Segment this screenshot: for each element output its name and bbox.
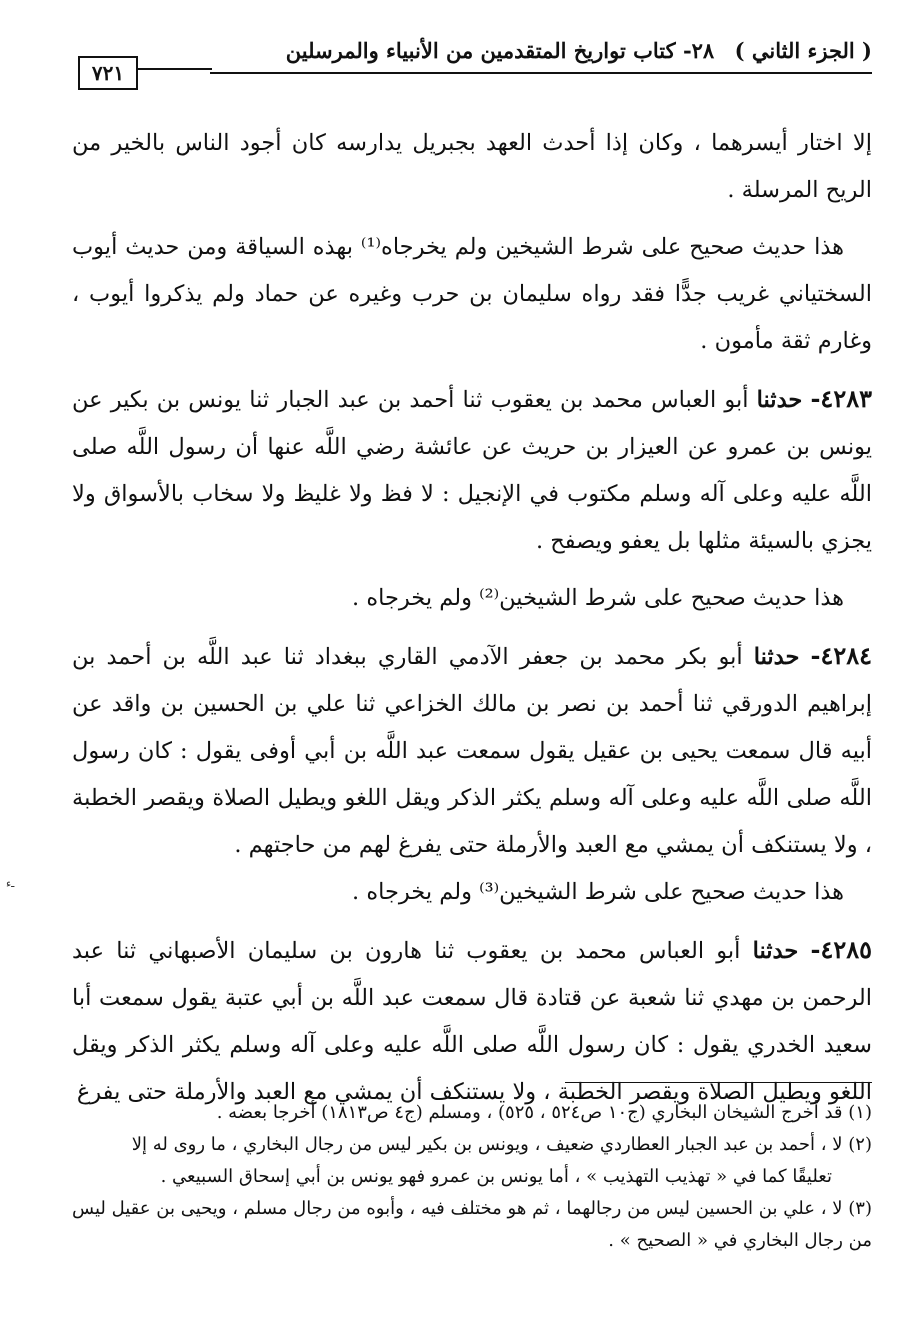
main-text bbox=[72, 120, 872, 1116]
footnotes bbox=[72, 1097, 872, 1257]
hadith-lead: حدثنا bbox=[752, 938, 799, 964]
hadith-number: ٤٢٨٥- bbox=[810, 935, 872, 964]
footnote-mark: (١) bbox=[848, 1102, 872, 1123]
hadith-lead: حدثنا bbox=[756, 387, 803, 413]
header-rule bbox=[210, 72, 872, 74]
footnote: (٢) لا ، أحمد بن عبد الجبار العطاردي ضعيف ، ويونس بن بكير ليس من رجال البخاري ، ما روى له إلا bbox=[131, 1134, 872, 1155]
page-number: ٧٢١ bbox=[78, 56, 138, 90]
hadith-paragraph: ٤٢٨٣- حدثنا أبو العباس محمد بن يعقوب ثنا أحمد بن عبد الجبار ثنا يونس بن بكير عن يونس بن عمرو عن العيزار بن حريث عن عائشة رضي اللَّه عنها أن رسول اللَّه صلى اللَّه عليه وعلى آله وسلم مكتوب في الإنجيل : لا فظ ولا غليظ ولا سخاب بالأسواق ولا يجزي بالسيئة مثلها بل يعفو ويصفح . bbox=[72, 384, 872, 554]
footnote-continuation: تعليقًا كما في « تهذيب التهذيب » ، أما يونس بن عمرو فهو يونس بن أبي إسحاق السبيعي . bbox=[160, 1166, 832, 1187]
hadith-number: ٤٢٨٣- bbox=[810, 384, 872, 413]
text-paragraph: إلا اختار أيسرهما ، وكان إذا أحدث العهد بجبريل يدارسه كان أجود الناس بالخير من الريح المرسلة . bbox=[72, 130, 872, 203]
hadith-number: ٤٢٨٤- bbox=[810, 641, 873, 670]
volume-label: ( الجزء الثاني ) bbox=[734, 38, 872, 63]
page-number-connector bbox=[138, 68, 212, 70]
footnote-mark: (٣) bbox=[848, 1198, 872, 1219]
footnote: (٣) لا ، علي بن الحسين ليس من رجالهما ، ثم هو مختلف فيه ، وأبوه من رجال مسلم ، ويحيى بن عقيل ليس من رجال البخاري في « الصحيح » . bbox=[72, 1198, 872, 1251]
hadith-lead: حدثنا bbox=[753, 644, 800, 670]
verdict-paragraph: هذا حديث صحيح على شرط الشيخين⁽³⁾ ولم يخرجاه . bbox=[352, 879, 844, 905]
verdict-paragraph: هذا حديث صحيح على شرط الشيخين ولم يخرجاه⁽¹⁾ بهذه السياقة ومن حديث أيوب السختياني غريب جدًّا فقد رواه سليمان بن حرب وغيره عن حماد ولم يذكروا أيوب ، وغارم ثقة مأمون . bbox=[72, 234, 872, 354]
margin-scribble: ـء bbox=[6, 877, 15, 890]
footnote: (١) قد أخرج الشيخان البخاري (ج١٠ ص٥٢٤ ، ٥٢٥) ، ومسلم (ج٤ ص١٨١٣) أخرجا بعضه . bbox=[216, 1102, 872, 1123]
verdict-paragraph: هذا حديث صحيح على شرط الشيخين⁽²⁾ ولم يخرجاه . bbox=[352, 585, 844, 611]
footnote-divider bbox=[565, 1082, 872, 1083]
running-header bbox=[78, 36, 872, 85]
hadith-paragraph: ٤٢٨٤- حدثنا أبو بكر محمد بن جعفر الآدمي القاري ببغداد ثنا عبد اللَّه بن أحمد بن إبراهيم الدورقي ثنا أحمد بن نصر بن مالك الخزاعي ثنا علي بن الحسين بن واقد عن أبيه قال سمعت يحيى بن عقيل يقول سمعت عبد اللَّه بن أبي أوفى يقول : كان رسول اللَّه صلى اللَّه عليه وعلى آله وسلم يكثر الذكر ويقل اللغو ويطيل الصلاة ويقصر الخطبة ، ولا يستنكف أن يمشي مع العبد والأرملة حتى يفرغ لهم من حاجتهم . bbox=[72, 641, 873, 858]
chapter-title: ٢٨- كتاب تواريخ المتقدمين من الأنبياء والمرسلين bbox=[285, 38, 715, 63]
footnote-mark: (٢) bbox=[848, 1134, 872, 1155]
hadith-paragraph: ٤٢٨٥- حدثنا أبو العباس محمد بن يعقوب ثنا هارون بن سليمان الأصبهاني ثنا عبد الرحمن بن مهدي ثنا شعبة عن قتادة قال سمعت عبد اللَّه بن أبي عتبة يقول سمعت أبا سعيد الخدري يقول : كان رسول اللَّه صلى اللَّه عليه وعلى آله وسلم يكثر الذكر ويقل اللغو ويطيل الصلاة ويقصر الخطبة ، ولا يستنكف أن يمشي مع العبد والأرملة حتى يفرغ bbox=[72, 935, 872, 1105]
